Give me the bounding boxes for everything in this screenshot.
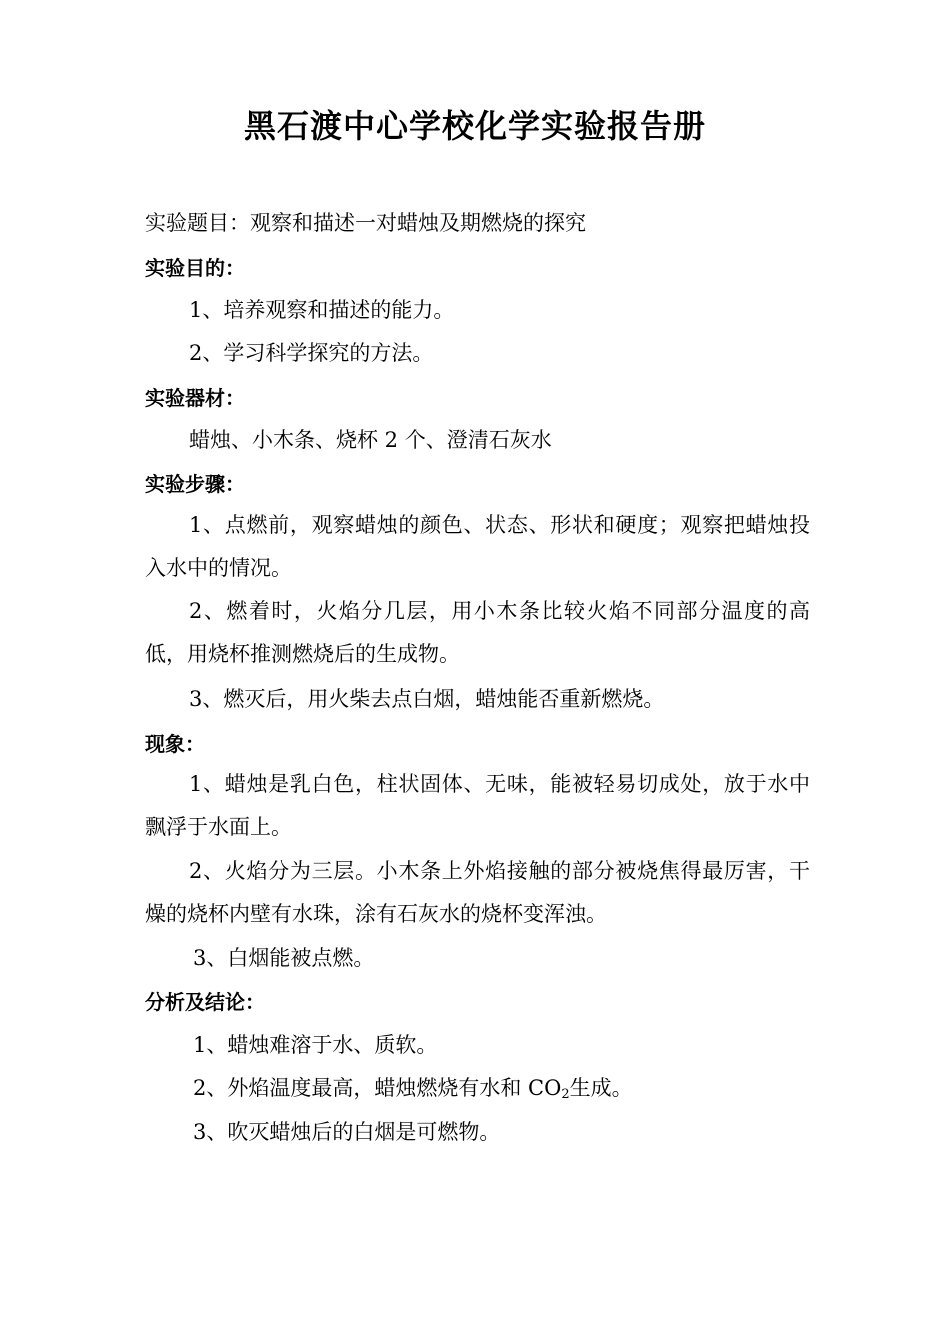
phenomena-item-2: 2、火焰分为三层。小木条上外焰接触的部分被烧焦得最厉害，干燥的烧杯内壁有水珠，涂有石灰水的烧杯变浑浊。 — [145, 859, 810, 926]
purpose-item-1: 1、培养观察和描述的能力。 — [189, 298, 455, 322]
topic-text: 观察和描述一对蜡烛及期燃烧的探究 — [250, 211, 586, 235]
phenomena-item-1: 1、蜡烛是乳白色，柱状固体、无味，能被轻易切成处，放于水中飘浮于水面上。 — [145, 772, 810, 839]
experiment-topic — [145, 208, 586, 238]
page-title: 黑石渡中心学校化学实验报告册 — [243, 107, 706, 145]
purpose-item-2: 2、学习科学探究的方法。 — [189, 341, 434, 365]
conclusion-item-2-text: 2、外焰温度最高，蜡烛燃烧有水和 CO — [193, 1076, 562, 1100]
steps-heading: 实验步骤： — [145, 472, 245, 496]
conclusion-item-1: 1、蜡烛难溶于水、质软。 — [193, 1033, 438, 1057]
step-item-1: 1、点燃前，观察蜡烛的颜色、状态、形状和硬度；观察把蜡烛投入水中的情况。 — [145, 513, 810, 580]
step-item-2: 2、燃着时，火焰分几层，用小木条比较火焰不同部分温度的高低，用烧杯推测燃烧后的生成物。 — [145, 599, 810, 666]
phenomena-item-3: 3、白烟能被点燃。 — [193, 946, 375, 970]
conclusion-item-2 — [193, 1073, 633, 1103]
conclusion-heading: 分析及结论： — [145, 990, 265, 1014]
materials-heading: 实验器材： — [145, 386, 245, 410]
purpose-heading: 实验目的： — [145, 256, 245, 280]
conclusion-item-2-end: 生成。 — [569, 1076, 633, 1100]
topic-label: 实验题目： — [145, 211, 250, 235]
conclusion-item-3: 3、吹灭蜡烛后的白烟是可燃物。 — [193, 1120, 501, 1144]
materials-text: 蜡烛、小木条、烧杯 2 个、澄清石灰水 — [189, 428, 552, 452]
phenomena-heading: 现象： — [145, 732, 205, 756]
co2-subscript: 2 — [561, 1087, 570, 1102]
step-item-3: 3、燃灭后，用火柴去点白烟，蜡烛能否重新燃烧。 — [189, 687, 665, 711]
